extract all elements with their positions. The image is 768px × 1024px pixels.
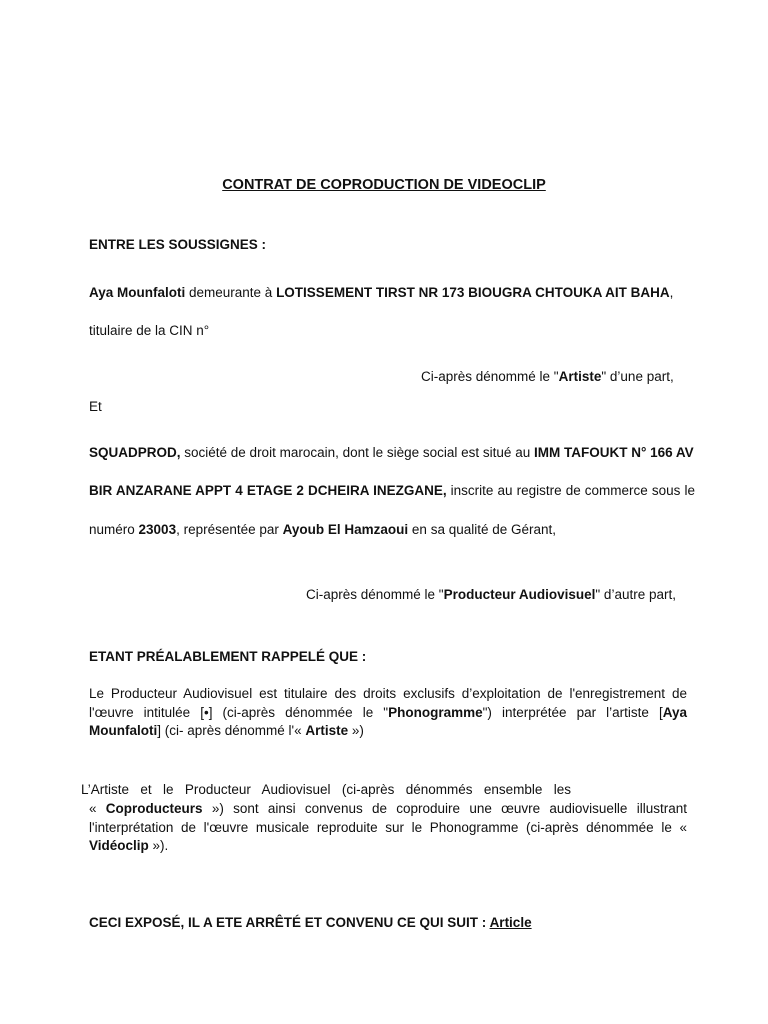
manager-name: Ayoub El Hamzaoui — [282, 522, 409, 537]
recital-paragraph-1: Le Producteur Audiovisuel est titulaire des droits exclusifs d’exploitation de l'enregistrement de l'œuvre intitulée [•] (ci-après dénommée le "Phonogramme") interprétée par l’artiste [Aya Mounfaloti] (ci- après dénommé l'« Artiste ») — [89, 686, 687, 738]
cin-line: titulaire de la CIN n° — [89, 323, 210, 338]
producer-line-2: BIR ANZARANE APPT 4 ETAGE 2 DCHEIRA INEZGANE, inscrite au registre de commerce sous le — [89, 483, 695, 498]
artist-designation: Ci-après dénommé le "Artiste" d’une part, — [421, 369, 674, 384]
producer-line-1: SQUADPROD, société de droit marocain, dont le siège social est situé au IMM TAFOUKT N° 166 AV — [89, 445, 694, 460]
recital-heading: ETANT PRÉALABLEMENT RAPPELÉ QUE : — [89, 649, 367, 664]
recital-paragraph-2: « Coproducteurs ») sont ainsi convenus de coproduire une œuvre audiovisuelle illustrant l'interprétation de l'œuvre musicale reproduite sur le Phonogramme (ci-après dénommée le « Vidéoclip »). — [89, 801, 687, 853]
parties-heading: ENTRE LES SOUSSIGNES : — [89, 237, 267, 252]
article-link: Article — [489, 915, 532, 930]
producer-designation: Ci-après dénommé le "Producteur Audiovisuel" d’autre part, — [306, 587, 676, 602]
producer-line-3: numéro 23003, représentée par Ayoub El Hamzaoui en sa qualité de Gérant, — [89, 522, 557, 537]
registry-number: 23003 — [138, 522, 177, 537]
agreement-heading: CECI EXPOSÉ, IL A ETE ARRÊTÉ ET CONVENU CE QUI SUIT : Article — [89, 915, 532, 930]
artist-address: LOTISSEMENT TIRST NR 173 BIOUGRA CHTOUKA AIT BAHA — [276, 285, 670, 300]
artist-paragraph: Aya Mounfaloti demeurante à LOTISSEMENT TIRST NR 173 BIOUGRA CHTOUKA AIT BAHA, — [89, 285, 674, 300]
producer-name: SQUADPROD, — [89, 445, 181, 460]
artist-name: Aya Mounfaloti — [89, 285, 186, 300]
recital-paragraph-2-first-line: L’Artiste et le Producteur Audiovisuel (ci-après dénommés ensemble les — [81, 782, 571, 797]
and-line: Et — [89, 399, 102, 414]
document-title: CONTRAT DE COPRODUCTION DE VIDEOCLIP — [222, 177, 546, 193]
